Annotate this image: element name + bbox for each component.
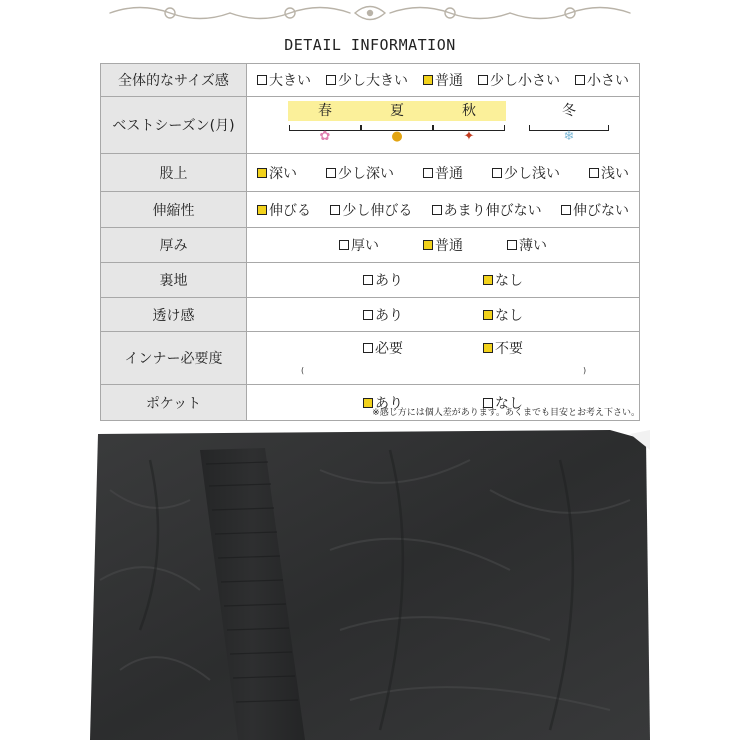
row-label: 厚み [101, 228, 247, 263]
season-chart [247, 97, 639, 153]
option-label: 普通 [435, 73, 463, 89]
checkbox-empty-icon [575, 75, 585, 85]
season-autumn [432, 101, 506, 145]
season-summer [360, 101, 434, 145]
checkbox-empty-icon [339, 240, 349, 250]
row-label: 裏地 [101, 263, 247, 298]
option-item [478, 70, 560, 90]
option-label: 厚い [351, 238, 379, 254]
option-item [257, 70, 311, 90]
option-item [483, 305, 523, 325]
option-item [589, 163, 629, 183]
row-rise [101, 154, 640, 192]
option-label: 浅い [601, 165, 629, 182]
option-item [561, 200, 629, 220]
row-inner-need [101, 332, 640, 385]
option-label: 必要 [375, 341, 403, 357]
checkbox-checked-icon [423, 75, 433, 85]
checkbox-empty-icon [423, 168, 433, 178]
option-label: あり [375, 395, 403, 412]
season-winter [532, 101, 606, 145]
checkbox-empty-icon [326, 75, 336, 85]
season-name: 夏 [360, 101, 434, 121]
option-label: 大きい [269, 73, 311, 89]
option-label: 少し小さい [490, 73, 560, 89]
row-thickness [101, 228, 640, 263]
option-item [363, 338, 403, 358]
options-group [247, 235, 639, 255]
snowflake-icon: ❄ [563, 129, 575, 144]
checkbox-empty-icon [330, 205, 340, 215]
option-label: あまり伸びない [443, 202, 542, 219]
checkbox-checked-icon [257, 205, 267, 215]
sakura-flower-icon: ✿ [319, 129, 331, 144]
options-group [247, 270, 639, 290]
option-item [483, 338, 523, 358]
row-label: ポケット [101, 385, 247, 421]
option-item [363, 270, 403, 290]
sunflower-icon: ● [391, 129, 403, 144]
option-label: 普通 [435, 238, 463, 254]
option-item [257, 163, 297, 183]
option-label: 深い [269, 165, 297, 182]
row-sheer [101, 298, 640, 332]
option-item [363, 305, 403, 325]
checkbox-empty-icon [478, 75, 488, 85]
row-label: 股上 [101, 154, 247, 192]
row-lining [101, 263, 640, 298]
season-name: 冬 [562, 103, 576, 119]
option-item [339, 235, 379, 255]
checkbox-empty-icon [492, 168, 502, 178]
row-stretch [101, 192, 640, 228]
option-label: 少し深い [338, 165, 394, 182]
maple-leaf-icon: ✦ [463, 129, 475, 144]
row-label: 伸縮性 [101, 192, 247, 228]
option-label: 少し大きい [338, 73, 408, 89]
checkbox-empty-icon [257, 75, 267, 85]
option-label: 伸びない [572, 202, 629, 219]
detail-info-table [100, 63, 640, 421]
checkbox-checked-icon [483, 343, 493, 353]
checkbox-empty-icon [561, 205, 571, 215]
row-label: 全体的なサイズ感 [101, 64, 247, 97]
product-detail-photo [90, 430, 650, 740]
disclaimer-note: ※感じ方には個人差があります。あくまでも目安とお考え下さい。 [372, 408, 640, 418]
option-label: 薄い [519, 238, 547, 254]
paren-open: ( [301, 366, 305, 375]
option-label: あり [375, 273, 403, 289]
row-label: インナー必要度 [101, 332, 247, 385]
paren-close: ) [583, 366, 587, 375]
option-label: あり [375, 307, 403, 324]
decorative-ornament-header [100, 0, 640, 26]
options-group [247, 305, 639, 325]
option-label: なし [495, 273, 523, 289]
checkbox-checked-icon [257, 168, 267, 178]
checkbox-empty-icon [363, 343, 373, 353]
option-item [432, 200, 542, 220]
checkbox-empty-icon [589, 168, 599, 178]
section-title: DETAIL INFORMATION [284, 36, 456, 54]
checkbox-empty-icon [363, 275, 373, 285]
option-item [492, 163, 560, 183]
option-item [257, 200, 311, 220]
checkbox-checked-icon [423, 240, 433, 250]
season-name: 秋 [432, 101, 506, 121]
row-best-season [101, 97, 640, 154]
option-label: 普通 [435, 165, 463, 182]
row-size-feel [101, 64, 640, 97]
option-item [330, 200, 412, 220]
option-item [423, 163, 463, 183]
option-label: 少し浅い [504, 165, 560, 182]
option-item [483, 270, 523, 290]
checkbox-checked-icon [483, 310, 493, 320]
options-group [247, 163, 639, 183]
checkbox-empty-icon [432, 205, 442, 215]
option-label: 不要 [495, 341, 523, 357]
option-item [575, 70, 629, 90]
season-spring [288, 101, 362, 145]
option-item [423, 235, 463, 255]
option-item [326, 163, 394, 183]
option-item [326, 70, 408, 90]
option-label: 少し伸びる [342, 202, 413, 219]
checkbox-empty-icon [326, 168, 336, 178]
row-label: ベストシーズン(月) [101, 97, 247, 154]
options-group [247, 338, 639, 358]
checkbox-checked-icon [483, 275, 493, 285]
season-name: 春 [288, 101, 362, 121]
options-group [247, 70, 639, 90]
option-label: なし [495, 395, 523, 412]
checkbox-empty-icon [363, 310, 373, 320]
option-item [423, 70, 463, 90]
option-item [507, 235, 547, 255]
option-label: 伸びる [269, 202, 311, 219]
row-label: 透け感 [101, 298, 247, 332]
option-label: なし [495, 307, 523, 324]
checkbox-empty-icon [507, 240, 517, 250]
option-label: 小さい [587, 73, 629, 89]
options-group [247, 200, 639, 220]
